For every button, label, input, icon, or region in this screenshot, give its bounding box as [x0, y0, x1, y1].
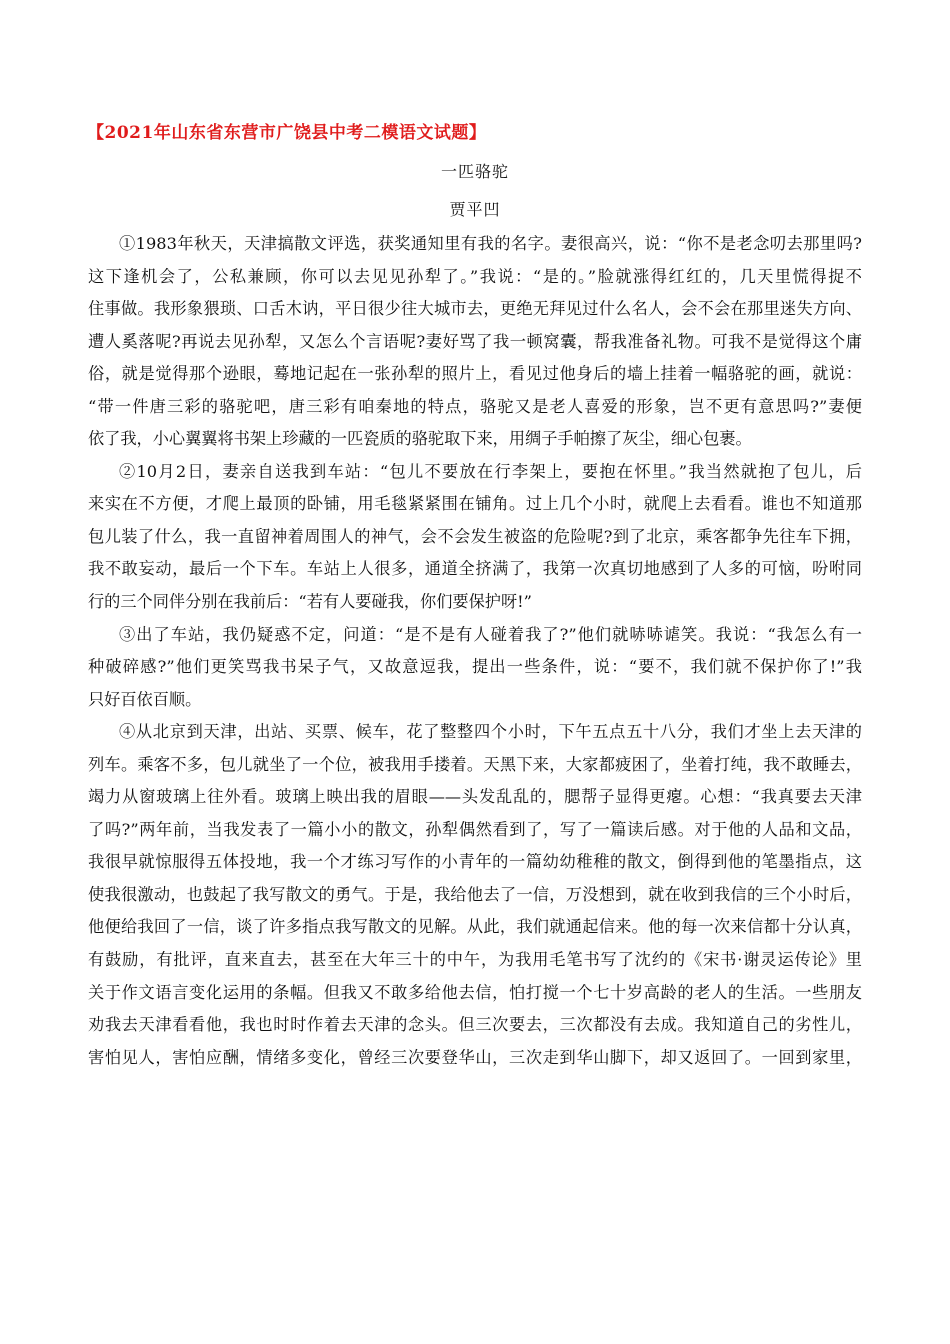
body-text-line: 他便给我回了一信，谈了许多指点我写散文的见解。从此，我们就通起信来。他的每一次来信都十分认真，	[88, 917, 862, 937]
body-text-line: 种破碎感?”他们更笑骂我书呆子气，又故意逗我，提出一些条件，说：“要不，我们就不保护你了!”我	[88, 657, 862, 677]
body-text-line: 我很早就惊服得五体投地，我一个才练习写作的小青年的一篇幼幼稚稚的散文，倒得到他的笔墨指点，这	[88, 852, 862, 872]
body-text-line: 害怕见人，害怕应酬，情绪多变化，曾经三次要登华山，三次走到华山脚下，却又返回了。一回到家里，	[88, 1047, 862, 1067]
article-author: 贾平凹	[449, 200, 501, 219]
body-text-line: 关于作文语言变化运用的条幅。但我又不敢多给他去信，怕打搅一个七十岁高龄的老人的生活。一些朋友	[88, 982, 862, 1002]
body-text-line: “带一件唐三彩的骆驼吧，唐三彩有咱秦地的特点，骆驼又是老人喜爱的形象，岂不更有意思吗?”妻便	[88, 396, 862, 416]
body-text-line: 包儿装了什么，我一直留神着周围人的神气，会不会发生被盗的危险呢?到了北京，乘客都争先往车下拥，	[88, 526, 862, 546]
body-text-line: 使我很激动，也鼓起了我写散文的勇气。于是，我给他去了一信，万没想到，就在收到我信的三个小时后，	[88, 884, 862, 904]
body-text-line: 竭力从窗玻璃上往外看。玻璃上映出我的眉眼——头发乱乱的，腮帮子显得更瘪。心想：“我真要去天津	[88, 787, 862, 807]
exam-source-heading: 【2021年山东省东营市广饶县中考二模语文试题】	[87, 123, 487, 143]
body-text-line: 我不敢妄动，最后一个下车。车站上人很多，通道全挤满了，我第一次真切地感到了人多的可恼，吩咐同	[88, 559, 862, 579]
body-text-line: 这下逢机会了，公私兼顾，你可以去见见孙犁了。”我说：“是的。”脸就涨得红红的，几天里慌得捉不	[88, 266, 862, 286]
body-text-line: 行的三个同伴分别在我前后：“若有人要碰我，你们要保护呀!”	[88, 592, 532, 612]
body-text-line: 劝我去天津看看他，我也时时作着去天津的念头。但三次要去，三次都没有去成。我知道自己的劣性儿，	[88, 1015, 862, 1035]
body-text-line: 遭人奚落呢?再说去见孙犁，又怎么个言语呢?妻好骂了我一顿窝囊，帮我准备礼物。可我不是觉得这个庸	[88, 331, 862, 351]
body-text-line: 了吗?”两年前，当我发表了一篇小小的散文，孙犁偶然看到了，写了一篇读后感。对于他的人品和文品，	[88, 819, 862, 839]
body-text-line: ①1983年秋天，天津搞散文评选，获奖通知里有我的名字。妻很高兴，说：“你不是老念叨去那里吗?	[119, 234, 862, 253]
body-text-line: ②10月2日，妻亲自送我到车站：“包儿不要放在行李架上，要抱在怀里。”我当然就抱了包儿，后	[119, 461, 862, 481]
body-text-line: 住事做。我形象猥琐、口舌木讷，平日很少往大城市去，更绝无拜见过什么名人，会不会在那里迷失方向、	[88, 299, 862, 319]
article-title: 一匹骆驼	[440, 162, 509, 181]
body-text-line: 来实在不方便，才爬上最顶的卧铺，用毛毯紧紧围在铺角。过上几个小时，就爬上去看看。谁也不知道那	[88, 494, 862, 514]
body-text-line: ④从北京到天津，出站、买票、候车，花了整整四个小时，下午五点五十八分，我们才坐上去天津的	[119, 722, 862, 742]
body-text-line: 有鼓励，有批评，直来直去，甚至在大年三十的中午，为我用毛笔书写了沈约的《宋书·谢灵运传论》里	[88, 950, 862, 970]
body-text-line: 依了我，小心翼翼将书架上珍藏的一匹瓷质的骆驼取下来，用绸子手帕擦了灰尘，细心包裹。	[88, 429, 752, 449]
article-body	[88, 228, 862, 1074]
body-text-line: 只好百依百顺。	[88, 689, 202, 709]
body-text-line: 列车。乘客不多，包儿就坐了一个位，被我用手搂着。天黑下来，大家都疲困了，坐着打纯，我不敢睡去，	[88, 754, 862, 774]
body-text-line: ③出了车站，我仍疑惑不定，问道：“是不是有人碰着我了?”他们就哧哧谑笑。我说：“我怎么有一	[119, 624, 862, 644]
body-text-line: 俗，就是觉得那个逊眼，蓦地记起在一张孙犁的照片上，看见过他身后的墙上挂着一幅骆驼的画，就说：	[88, 364, 862, 384]
